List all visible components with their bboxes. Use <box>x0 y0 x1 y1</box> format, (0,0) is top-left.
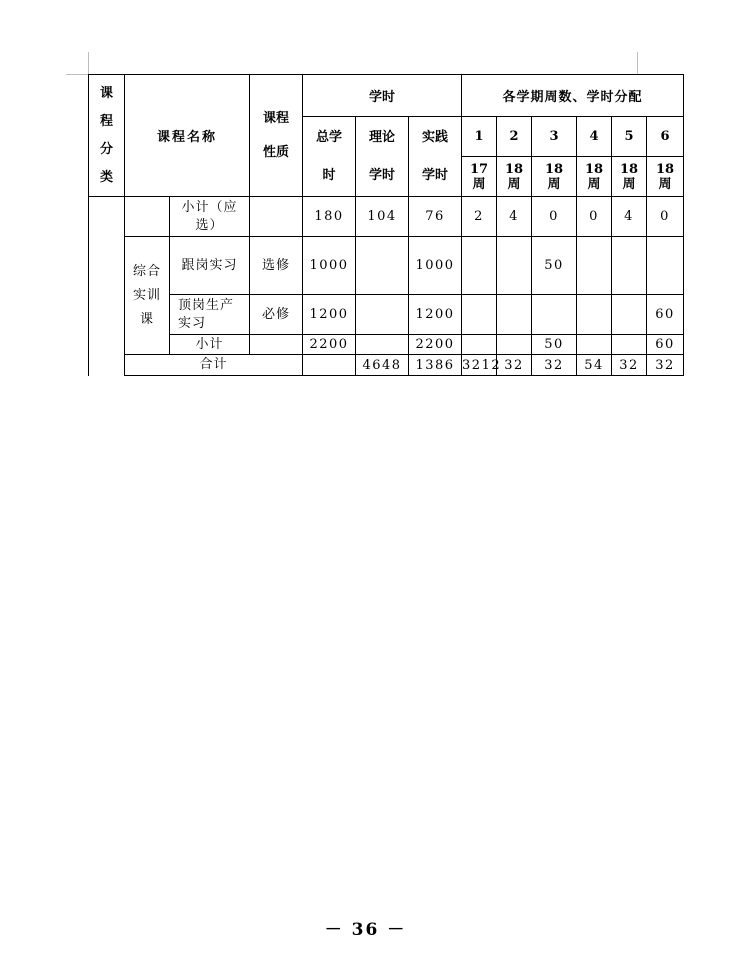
header-nature-line1: 课程 <box>263 110 290 126</box>
header-course-name-text: 课程名称 <box>157 130 218 145</box>
category-cell-blank <box>89 197 125 376</box>
elective-subtotal-s6: 0 <box>647 197 684 237</box>
group-subtotal-nature <box>250 335 303 355</box>
crop-mark-left-horizontal <box>66 74 88 75</box>
header-theory-line1: 理论 <box>369 129 396 145</box>
header-semester-3: 3 <box>532 117 577 157</box>
elective-subtotal-name-text: 小计（应选） <box>181 199 238 233</box>
internship-s5 <box>612 237 647 295</box>
weeks-3-number: 18 <box>544 161 564 177</box>
table-row-elective-subtotal <box>89 197 684 237</box>
production-nature: 必修 <box>250 295 303 335</box>
production-name-text: 顶岗生产实习 <box>178 297 235 331</box>
crop-mark-left-vertical <box>88 52 89 74</box>
group-subtotal-s2 <box>497 335 532 355</box>
header-semester-5: 5 <box>612 117 647 157</box>
header-weeks-4 <box>577 157 612 197</box>
group-label-cell <box>125 237 170 355</box>
grand-total-s2: 32 <box>532 355 577 376</box>
production-s1 <box>462 295 497 335</box>
grand-total-practice: 3212 <box>462 355 497 376</box>
elective-subtotal-s5: 4 <box>612 197 647 237</box>
header-row-1 <box>89 75 684 117</box>
group-subtotal-total: 2200 <box>303 335 356 355</box>
elective-subtotal-total: 180 <box>303 197 356 237</box>
weeks-6-unit: 周 <box>658 176 672 192</box>
header-hours: 学时 <box>303 75 462 117</box>
table-row-internship <box>89 237 684 295</box>
production-s5 <box>612 295 647 335</box>
weeks-4-unit: 周 <box>587 176 601 192</box>
elective-subtotal-s2: 4 <box>497 197 532 237</box>
crop-mark-right-vertical <box>637 52 638 74</box>
grand-total-theory: 1386 <box>409 355 462 376</box>
header-weeks-6 <box>647 157 684 197</box>
indent-cell <box>125 197 170 237</box>
internship-total: 1000 <box>303 237 356 295</box>
group-subtotal-theory <box>356 335 409 355</box>
production-practice: 1200 <box>409 295 462 335</box>
weeks-6-number: 18 <box>655 161 675 177</box>
header-practice-line2: 学时 <box>422 167 449 183</box>
header-course-name <box>125 75 250 197</box>
internship-s6 <box>647 237 684 295</box>
header-total-line2: 时 <box>322 167 336 183</box>
header-category-text: 课程分类 <box>99 85 113 185</box>
weeks-1-number: 17 <box>469 161 489 177</box>
group-subtotal-name: 小计 <box>170 335 250 355</box>
weeks-3-unit: 周 <box>547 176 561 192</box>
weeks-5-unit: 周 <box>622 176 636 192</box>
header-practice-hours <box>409 117 462 197</box>
header-semester-distribution: 各学期周数、学时分配 <box>462 75 684 117</box>
header-semester-2: 2 <box>497 117 532 157</box>
production-s3 <box>532 295 577 335</box>
production-s4 <box>577 295 612 335</box>
production-name <box>170 295 250 335</box>
weeks-1-unit: 周 <box>472 176 486 192</box>
group-label-text: 综合实训课 <box>132 263 161 327</box>
page-number: － 36 － <box>324 920 407 940</box>
elective-subtotal-s1: 2 <box>462 197 497 237</box>
internship-nature: 选修 <box>250 237 303 295</box>
header-semester-1: 1 <box>462 117 497 157</box>
header-category <box>89 75 125 197</box>
production-s2 <box>497 295 532 335</box>
elective-subtotal-theory: 104 <box>356 197 409 237</box>
internship-theory <box>356 237 409 295</box>
group-subtotal-s1 <box>462 335 497 355</box>
grand-total-s1: 32 <box>497 355 532 376</box>
group-subtotal-s3: 50 <box>532 335 577 355</box>
internship-s1 <box>462 237 497 295</box>
header-total-line1: 总学 <box>316 129 343 145</box>
header-course-nature <box>250 75 303 197</box>
header-weeks-1 <box>462 157 497 197</box>
production-theory <box>356 295 409 335</box>
weeks-2-unit: 周 <box>507 176 521 192</box>
header-semester-4: 4 <box>577 117 612 157</box>
grand-total-s3: 54 <box>577 355 612 376</box>
production-s6: 60 <box>647 295 684 335</box>
group-subtotal-s6: 60 <box>647 335 684 355</box>
header-theory-line2: 学时 <box>369 167 396 183</box>
weeks-2-number: 18 <box>504 161 524 177</box>
elective-subtotal-practice: 76 <box>409 197 462 237</box>
internship-s4 <box>577 237 612 295</box>
group-subtotal-practice: 2200 <box>409 335 462 355</box>
internship-s3: 50 <box>532 237 577 295</box>
weeks-4-number: 18 <box>584 161 604 177</box>
elective-subtotal-s3: 0 <box>532 197 577 237</box>
grand-total-total: 4648 <box>356 355 409 376</box>
table-row-grand-total <box>89 355 684 376</box>
production-total: 1200 <box>303 295 356 335</box>
course-hours-table <box>88 74 684 376</box>
table-row-production <box>89 295 684 335</box>
header-weeks-5 <box>612 157 647 197</box>
header-weeks-3 <box>532 157 577 197</box>
internship-name: 跟岗实习 <box>170 237 250 295</box>
group-subtotal-s5 <box>612 335 647 355</box>
group-subtotal-s4 <box>577 335 612 355</box>
header-theory-hours <box>356 117 409 197</box>
table-row-group-subtotal <box>89 335 684 355</box>
header-nature-line2: 性质 <box>263 144 290 160</box>
header-practice-line1: 实践 <box>422 129 449 145</box>
header-total-hours <box>303 117 356 197</box>
elective-subtotal-name <box>170 197 250 237</box>
internship-practice: 1000 <box>409 237 462 295</box>
grand-total-s4: 32 <box>612 355 647 376</box>
elective-subtotal-s4: 0 <box>577 197 612 237</box>
grand-total-nature <box>303 355 356 376</box>
weeks-5-number: 18 <box>619 161 639 177</box>
elective-subtotal-nature <box>250 197 303 237</box>
grand-total-s5: 32 <box>647 355 684 376</box>
internship-s2 <box>497 237 532 295</box>
grand-total-name: 合计 <box>125 355 303 376</box>
header-weeks-2 <box>497 157 532 197</box>
header-semester-6: 6 <box>647 117 684 157</box>
